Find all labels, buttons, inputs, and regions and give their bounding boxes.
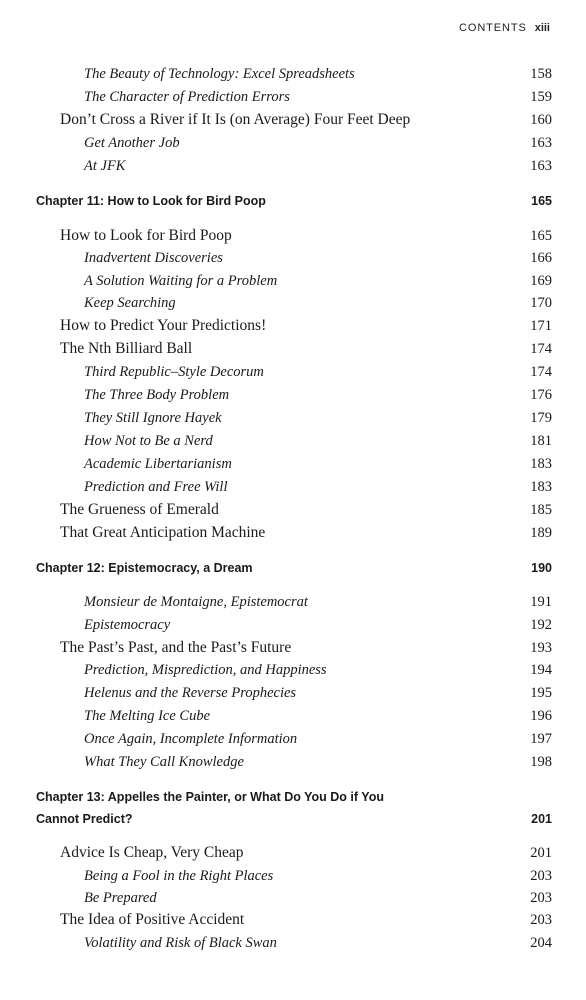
toc-subsection-entry bbox=[0, 932, 586, 954]
toc-subsection-entry bbox=[0, 132, 586, 154]
toc-subsection-entry bbox=[0, 384, 586, 406]
toc-section-entry bbox=[0, 522, 586, 544]
toc-entry-page-number: 192 bbox=[530, 617, 552, 633]
toc-entry-page-number: 203 bbox=[530, 868, 552, 884]
toc-entry-page-number: 203 bbox=[530, 912, 552, 928]
toc-section-entry bbox=[0, 338, 586, 360]
toc-entry-page-number: 204 bbox=[530, 935, 552, 951]
toc-subsection-entry bbox=[0, 292, 586, 314]
toc-section-entry bbox=[0, 499, 586, 521]
toc-entry-title: Chapter 11: How to Look for Bird Poop bbox=[36, 194, 266, 208]
toc-entry-page-number: 181 bbox=[530, 433, 552, 449]
toc-entry-title: Epistemocracy bbox=[84, 617, 171, 633]
toc-entry-title: The Melting Ice Cube bbox=[84, 708, 211, 724]
toc-entry-page-number: 159 bbox=[530, 89, 552, 105]
toc-subsection-entry bbox=[0, 155, 586, 177]
toc-subsection-entry bbox=[0, 86, 586, 108]
toc-entry-title: The Grueness of Emerald bbox=[60, 501, 219, 518]
toc-entry-title: Advice Is Cheap, Very Cheap bbox=[60, 844, 244, 861]
toc-subsection-entry bbox=[0, 63, 586, 85]
toc-entry-title: How Not to Be a Nerd bbox=[84, 433, 213, 449]
toc-subsection-entry bbox=[0, 453, 586, 475]
toc-subsection-entry bbox=[0, 270, 586, 292]
toc-entry-title: Once Again, Incomplete Information bbox=[84, 731, 298, 747]
toc-entry-title: How to Look for Bird Poop bbox=[60, 227, 232, 244]
toc-entry-page-number: 196 bbox=[530, 708, 552, 724]
toc-entry-title: Monsieur de Montaigne, Epistemocrat bbox=[84, 594, 308, 610]
toc-subsection-entry bbox=[0, 865, 586, 887]
toc-entry-page-number: 201 bbox=[531, 812, 552, 826]
toc-entry-title: Prediction, Misprediction, and Happiness bbox=[84, 662, 327, 678]
toc-subsection-entry bbox=[0, 728, 586, 750]
toc-entry-page-number: 169 bbox=[530, 273, 552, 289]
toc-entry-page-number: 190 bbox=[531, 561, 552, 575]
toc-entry-title: They Still Ignore Hayek bbox=[84, 410, 222, 426]
toc-entry-title: A Solution Waiting for a Problem bbox=[84, 273, 278, 289]
toc-entry-page-number: 198 bbox=[530, 754, 552, 770]
toc-entry-page-number: 191 bbox=[530, 594, 552, 610]
toc-subsection-entry bbox=[0, 247, 586, 269]
toc-entry-page-number: 194 bbox=[530, 662, 552, 678]
toc-entry-page-number: 193 bbox=[530, 640, 552, 656]
toc-entry-page-number: 179 bbox=[530, 410, 552, 426]
toc-entry-title: Chapter 12: Epistemocracy, a Dream bbox=[36, 561, 253, 575]
toc-entry-page-number: 166 bbox=[530, 250, 552, 266]
running-head-page-number: xiii bbox=[534, 22, 550, 34]
toc-entry-title: Cannot Predict? bbox=[36, 812, 133, 826]
toc-subsection-entry bbox=[0, 751, 586, 773]
toc-subsection-entry bbox=[0, 682, 586, 704]
toc-entry-page-number: 174 bbox=[530, 341, 552, 357]
toc-entry-page-number: 195 bbox=[530, 685, 552, 701]
toc-entry-page-number: 165 bbox=[531, 194, 552, 208]
toc-entry-title: That Great Anticipation Machine bbox=[60, 524, 266, 541]
toc-section-entry bbox=[0, 909, 586, 931]
toc-entry-page-number: 201 bbox=[530, 845, 552, 861]
toc-section-entry bbox=[0, 225, 586, 247]
toc-subsection-entry bbox=[0, 591, 586, 613]
toc-section-entry bbox=[0, 637, 586, 659]
toc-entry-page-number: 189 bbox=[530, 525, 552, 541]
toc-subsection-entry bbox=[0, 659, 586, 681]
toc-entry-title: Chapter 13: Appelles the Painter, or What Do You Do if You bbox=[36, 790, 384, 804]
toc-entry-page-number: 174 bbox=[530, 364, 552, 380]
toc-entry-page-number: 170 bbox=[530, 295, 552, 311]
toc-subsection-entry bbox=[0, 407, 586, 429]
toc-entry-title: The Past’s Past, and the Past’s Future bbox=[60, 639, 292, 656]
toc-entry-title: Inadvertent Discoveries bbox=[84, 250, 223, 266]
toc-entry-title: The Idea of Positive Accident bbox=[60, 911, 245, 928]
toc-subsection-entry bbox=[0, 430, 586, 452]
toc-section-entry bbox=[0, 109, 586, 131]
toc-section-entry bbox=[0, 842, 586, 864]
toc-entry-title: Third Republic–Style Decorum bbox=[84, 364, 264, 380]
toc-entry-page-number: 163 bbox=[530, 135, 552, 151]
toc-entry-page-number: 160 bbox=[530, 112, 552, 128]
toc-entry-page-number: 197 bbox=[530, 731, 552, 747]
toc-chapter-heading bbox=[0, 808, 586, 830]
toc-chapter-heading bbox=[0, 190, 586, 212]
toc-subsection-entry bbox=[0, 361, 586, 383]
toc-entry-title: How to Predict Your Predictions! bbox=[60, 317, 267, 334]
toc-entry-page-number: 158 bbox=[530, 66, 552, 82]
toc-entry-title: Keep Searching bbox=[84, 295, 176, 311]
running-head-label: CONTENTS bbox=[459, 22, 527, 34]
toc-entry-title: The Three Body Problem bbox=[84, 387, 230, 403]
toc-subsection-entry bbox=[0, 705, 586, 727]
toc-entry-page-number: 183 bbox=[530, 456, 552, 472]
toc-entry-page-number: 185 bbox=[530, 502, 552, 518]
toc-entry-title: Academic Libertarianism bbox=[84, 456, 232, 472]
toc-entry-title: Volatility and Risk of Black Swan bbox=[84, 935, 277, 951]
toc-entry-title: At JFK bbox=[84, 158, 126, 174]
toc-entry-title: Be Prepared bbox=[84, 890, 157, 906]
toc-section-entry bbox=[0, 315, 586, 337]
toc-entry-title: What They Call Knowledge bbox=[84, 754, 244, 770]
toc-entry-page-number: 203 bbox=[530, 890, 552, 906]
toc-entry-page-number: 163 bbox=[530, 158, 552, 174]
toc-entry-page-number: 165 bbox=[530, 228, 552, 244]
toc-entry-page-number: 176 bbox=[530, 387, 552, 403]
toc-chapter-heading bbox=[0, 786, 586, 808]
toc-subsection-entry bbox=[0, 887, 586, 909]
toc-entry-page-number: 171 bbox=[530, 318, 552, 334]
toc-entry-title: Get Another Job bbox=[84, 135, 180, 151]
toc-entry-title: Prediction and Free Will bbox=[84, 479, 228, 495]
toc-entry-title: Helenus and the Reverse Prophecies bbox=[84, 685, 297, 701]
toc-chapter-heading bbox=[0, 557, 586, 579]
toc-entry-title: The Nth Billiard Ball bbox=[60, 340, 193, 357]
toc-subsection-entry bbox=[0, 614, 586, 636]
toc-entry-page-number: 183 bbox=[530, 479, 552, 495]
toc-subsection-entry bbox=[0, 476, 586, 498]
toc-entry-title: The Beauty of Technology: Excel Spreadsheets bbox=[84, 66, 355, 82]
toc-entry-title: The Character of Prediction Errors bbox=[84, 89, 290, 105]
toc-entry-title: Being a Fool in the Right Places bbox=[84, 868, 274, 884]
toc-entry-title: Don’t Cross a River if It Is (on Average) Four Feet Deep bbox=[60, 111, 411, 128]
